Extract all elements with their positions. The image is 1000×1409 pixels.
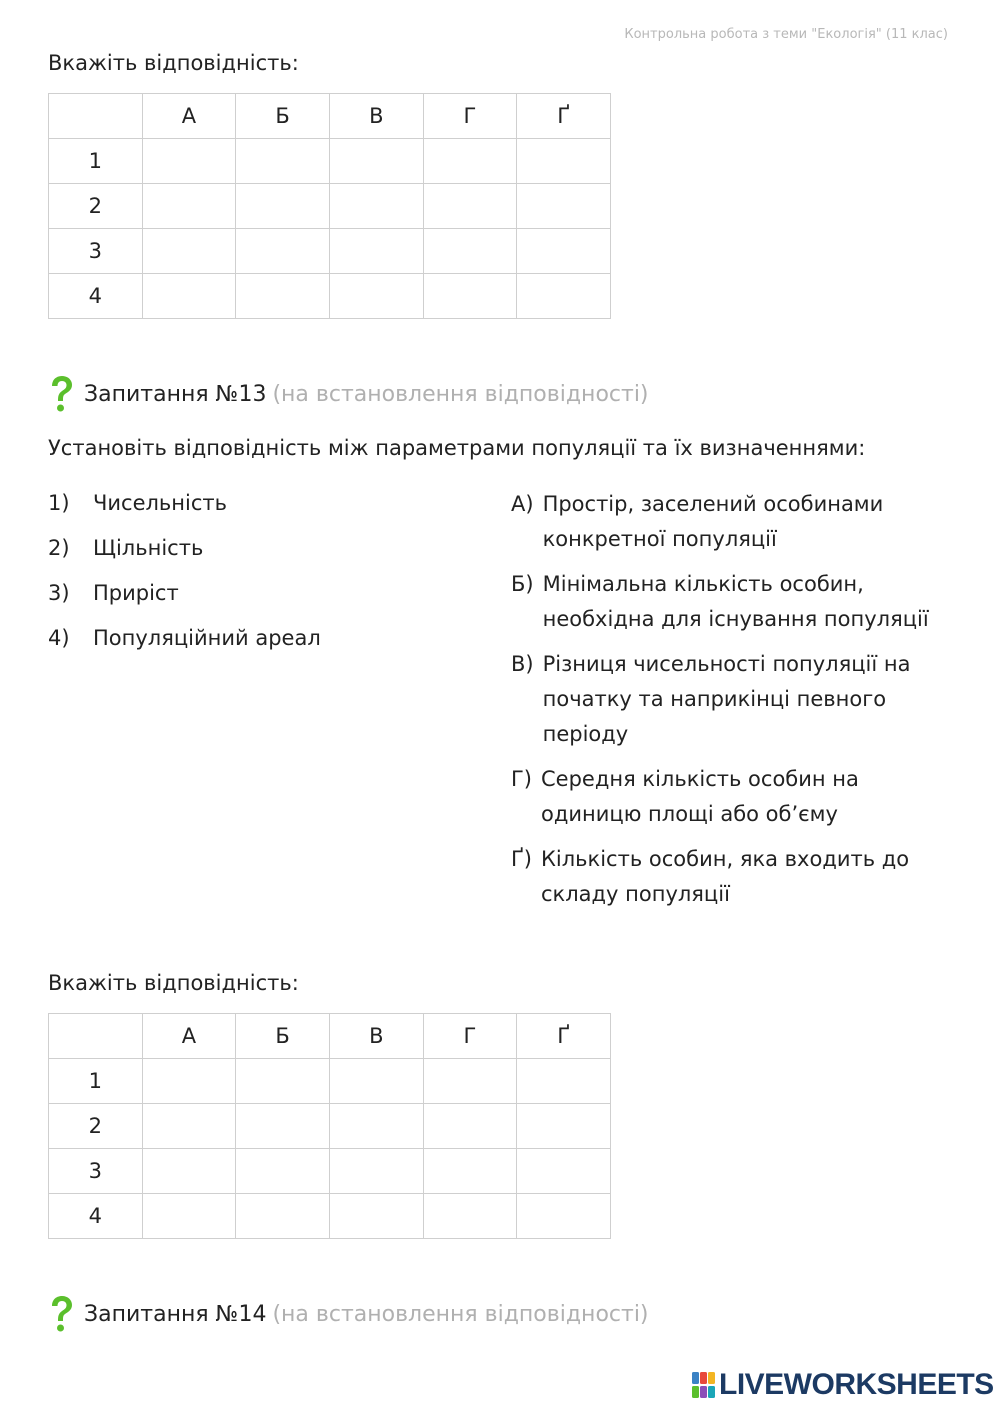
grid-row-header: 4 xyxy=(49,1194,143,1239)
item-text: Мінімальна кількість особин, необхідна для існування популяції xyxy=(542,572,929,631)
answer-label-top: Вкажіть відповідність: xyxy=(48,51,299,75)
item-text: Середня кількість особин на одиницю площі або об’єму xyxy=(541,767,859,826)
answer-grid-top xyxy=(48,93,611,319)
definitions-list xyxy=(511,487,961,922)
answer-cell[interactable] xyxy=(517,139,611,184)
item-letter: А) xyxy=(511,492,534,516)
answer-cell[interactable] xyxy=(236,1104,330,1149)
list-item xyxy=(511,487,961,557)
answer-cell[interactable] xyxy=(423,229,517,274)
grid-col-header: А xyxy=(142,94,236,139)
answer-cell[interactable] xyxy=(423,139,517,184)
answer-cell[interactable] xyxy=(329,229,423,274)
item-number: 3) xyxy=(48,581,70,605)
answer-cell[interactable] xyxy=(329,1059,423,1104)
grid-row xyxy=(49,274,611,319)
grid-col-header: Ґ xyxy=(517,94,611,139)
question-mark-icon xyxy=(48,1294,74,1334)
grid-header-row xyxy=(49,94,611,139)
parameters-list xyxy=(48,487,321,667)
grid-col-header: Б xyxy=(236,1014,330,1059)
grid-col-header: Б xyxy=(236,94,330,139)
question-14-title: Запитання №14 xyxy=(84,1301,267,1327)
item-number: 2) xyxy=(48,536,70,560)
item-number: 4) xyxy=(48,626,70,650)
answer-cell[interactable] xyxy=(517,1194,611,1239)
grid-row-header: 1 xyxy=(49,139,143,184)
grid-col-header: В xyxy=(329,94,423,139)
grid-corner xyxy=(49,1014,143,1059)
list-item xyxy=(511,567,961,637)
answer-cell[interactable] xyxy=(142,1059,236,1104)
list-item xyxy=(511,647,961,752)
answer-cell[interactable] xyxy=(236,1059,330,1104)
list-item xyxy=(48,622,321,667)
answer-grid-question-13 xyxy=(48,1013,611,1239)
grid-row-header: 3 xyxy=(49,1149,143,1194)
answer-cell[interactable] xyxy=(329,1104,423,1149)
grid-col-header: А xyxy=(142,1014,236,1059)
question-13-title: Запитання №13 xyxy=(84,381,267,407)
item-text: Чисельність xyxy=(93,491,228,515)
answer-cell[interactable] xyxy=(142,184,236,229)
answer-cell[interactable] xyxy=(329,1149,423,1194)
answer-cell[interactable] xyxy=(423,274,517,319)
answer-cell[interactable] xyxy=(329,274,423,319)
answer-cell[interactable] xyxy=(236,229,330,274)
grid-col-header: Г xyxy=(423,94,517,139)
item-text: Кількість особин, яка входить до складу популяції xyxy=(541,847,910,906)
question-13-prompt: Установіть відповідність між параметрами популяції та їх визначеннями: xyxy=(48,436,866,460)
grid-row-header: 2 xyxy=(49,1104,143,1149)
answer-cell[interactable] xyxy=(517,1104,611,1149)
answer-cell[interactable] xyxy=(423,1059,517,1104)
list-item xyxy=(511,842,961,912)
grid-row xyxy=(49,184,611,229)
grid-row xyxy=(49,1104,611,1149)
item-number: 1) xyxy=(48,491,70,515)
item-text: Щільність xyxy=(93,536,204,560)
answer-cell[interactable] xyxy=(236,1194,330,1239)
item-letter: Б) xyxy=(511,572,534,596)
answer-cell[interactable] xyxy=(517,229,611,274)
answer-cell[interactable] xyxy=(236,274,330,319)
answer-cell[interactable] xyxy=(142,274,236,319)
answer-cell[interactable] xyxy=(142,229,236,274)
answer-cell[interactable] xyxy=(142,139,236,184)
item-letter: Г) xyxy=(511,767,532,791)
answer-cell[interactable] xyxy=(236,184,330,229)
grid-row-header: 2 xyxy=(49,184,143,229)
answer-label-question-13: Вкажіть відповідність: xyxy=(48,971,299,995)
grid-col-header: Ґ xyxy=(517,1014,611,1059)
list-item xyxy=(48,532,321,577)
answer-cell[interactable] xyxy=(517,1059,611,1104)
list-item xyxy=(48,487,321,532)
answer-cell[interactable] xyxy=(423,1104,517,1149)
item-letter: В) xyxy=(511,652,534,676)
grid-corner xyxy=(49,94,143,139)
answer-cell[interactable] xyxy=(423,1149,517,1194)
item-text: Різниця чисельності популяції на початку та наприкінці певного періоду xyxy=(542,652,911,746)
answer-cell[interactable] xyxy=(142,1104,236,1149)
answer-cell[interactable] xyxy=(423,184,517,229)
answer-cell[interactable] xyxy=(236,1149,330,1194)
grid-row xyxy=(49,1194,611,1239)
question-mark-icon xyxy=(48,374,74,414)
item-text: Простір, заселений особинами конкретної популяції xyxy=(542,492,884,551)
item-text: Приріст xyxy=(93,581,179,605)
grid-row xyxy=(49,1149,611,1194)
answer-cell[interactable] xyxy=(517,184,611,229)
liveworksheets-mark-icon xyxy=(692,1372,716,1398)
grid-col-header: Г xyxy=(423,1014,517,1059)
grid-row-header: 1 xyxy=(49,1059,143,1104)
grid-row xyxy=(49,1059,611,1104)
answer-cell[interactable] xyxy=(517,274,611,319)
liveworksheets-logo xyxy=(692,1368,994,1402)
grid-row xyxy=(49,229,611,274)
question-14-hint: (на встановлення відповідності) xyxy=(272,1301,649,1327)
grid-header-row xyxy=(49,1014,611,1059)
answer-cell[interactable] xyxy=(517,1149,611,1194)
answer-cell[interactable] xyxy=(329,139,423,184)
question-13-hint: (на встановлення відповідності) xyxy=(272,381,649,407)
answer-cell[interactable] xyxy=(142,1149,236,1194)
answer-cell[interactable] xyxy=(329,1194,423,1239)
page-header-title: Контрольна робота з теми "Екологія" (11 клас) xyxy=(624,27,948,42)
answer-cell[interactable] xyxy=(142,1194,236,1239)
item-letter: Ґ) xyxy=(511,847,532,871)
grid-row xyxy=(49,139,611,184)
answer-cell[interactable] xyxy=(423,1194,517,1239)
list-item xyxy=(511,762,961,832)
liveworksheets-brand: LIVEWORKSHEETS xyxy=(719,1368,994,1401)
grid-row-header: 3 xyxy=(49,229,143,274)
item-text: Популяційний ареал xyxy=(93,626,321,650)
answer-cell[interactable] xyxy=(329,184,423,229)
grid-col-header: В xyxy=(329,1014,423,1059)
question-13-heading xyxy=(48,374,649,414)
list-item xyxy=(48,577,321,622)
question-14-heading xyxy=(48,1294,649,1334)
answer-cell[interactable] xyxy=(236,139,330,184)
grid-row-header: 4 xyxy=(49,274,143,319)
